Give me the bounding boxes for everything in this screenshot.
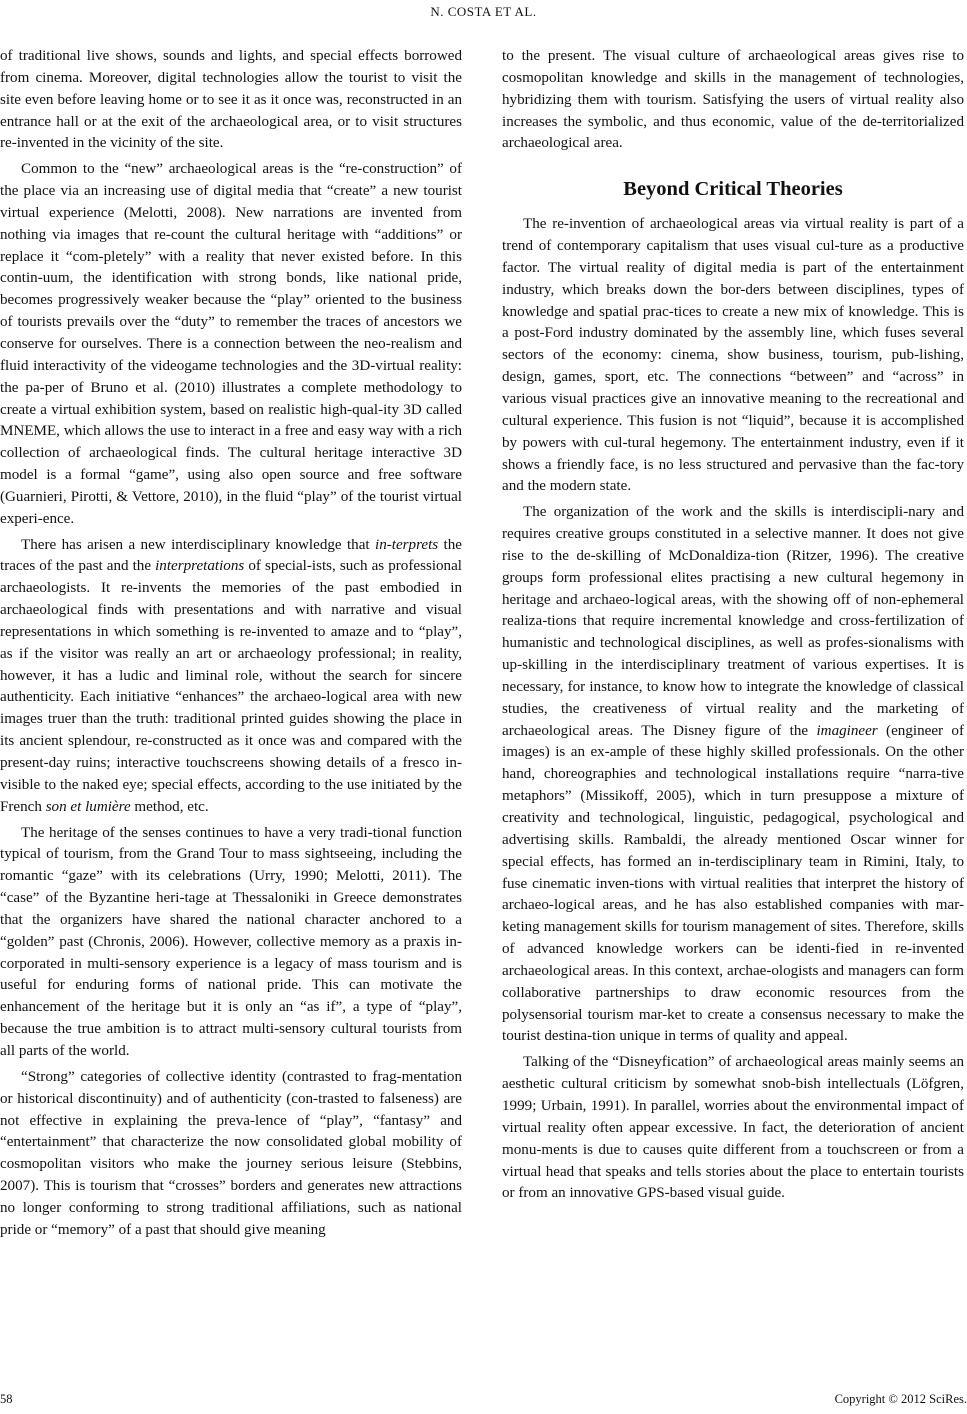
section-title: Beyond Critical Theories xyxy=(623,178,843,201)
text-run: There has arisen a new interdisciplinary knowledge that xyxy=(21,536,375,553)
paragraph xyxy=(502,502,964,1048)
page-number: 58 xyxy=(0,1392,13,1406)
right-column xyxy=(502,46,964,1205)
paragraph: The re-invention of archaeological areas via virtual reality is part of a trend of contemporary capitalism that uses visual cul-ture as a productive factor. The virtual reality of digital media is part of the entertainment industry, which breaks down the bor-ders between disciplines, types of knowledge and spatial prac-tices to create a new mix of knowledge. This is a post-Ford industry dominated by the assembly line, which fuses several sectors of the economy: cinema, show business, tourism, pub-lishing, design, games, sport, etc. The connections “between” and “across” in various visual practices give an innovative meaning to the recreational and cultural experience. This fusion is not “liquid”, because it is accomplished by powers with cul-tural hegemony. The entertainment industry, even if it shows a friendly face, is no less structured and pervasive than the fac-tory and the modern state. xyxy=(502,216,964,495)
text-run: method, etc. xyxy=(130,798,209,815)
running-header: N. COSTA ET AL. xyxy=(430,4,537,19)
italic-term: in-terprets xyxy=(375,536,439,553)
italic-term: interpretations xyxy=(155,558,245,575)
paragraph: of traditional live shows, sounds and lights, and special effects borrowed from cinema. Moreover, digital technologies allow the tourist to visit the site even before leaving home or to see it as it once was, reconstructed in an entrance hall or at the exit of the archaeological area, or to visit structures re-invented in the vicinity of the site. xyxy=(0,48,462,152)
italic-term: son et lumière xyxy=(45,798,131,815)
copyright-notice: Copyright © 2012 SciRes. xyxy=(834,1392,967,1406)
text-run: The organization of the work and the skills is interdiscipli-nary and requires creative groups constituted in a selective manner. It does not give rise to the de-skilling of McDonaldiza-tion (Ritzer, 1996). The creative groups form professional elites practising a new cultural hegemony in heritage and archaeo-logical areas, with the showing off of non-ephemeral realiza-tions that require incremental knowledge and cross-fertilization of humanistic and technological disciplines, as well as profes-sionalisms with up-skilling in the interdisciplinary treatment of various expertises. It is necessary, for instance, to know how to integrate the knowledge of classical studies, the creativeness of virtual reality and the marketing of archaeological areas. The Disney figure of the xyxy=(502,504,964,739)
paragraph xyxy=(0,535,462,819)
paragraph: Common to the “new” archaeological areas is the “re-construction” of the place via an increasing use of digital media that “create” a new tourist virtual experience (Melotti, 2008). New narrations are invented from nothing via images that re-count the cultural heritage with “additions” or replace it “com-pletely” with a reality that never existed before. In this contin-uum, the identification with strong bonds, like national pride, becomes progressively weaker because the “play” oriented to the business of tourists prevails over the “duty” to remember the traces of ancestors we conserve for ourselves. There is a connection between the neo-realism and fluid interactivity of the videogame technologies and the 3D-virtual reality: the pa-per of Bruno et al. (2010) illustrates a complete methodology to create a virtual exhibition system, based on realistic high-qual-ity 3D called MNEME, which allows the use to interact in a free and easy way with a rich collection of archaeological finds. The cultural heritage interactive 3D model is a formal “game”, using also open source and free software (Guarnieri, Pirotti, & Vettore, 2010), in the fluid “play” of the tourist virtual experi-ence. xyxy=(0,161,462,527)
italic-term: imagineer xyxy=(816,722,878,739)
paragraph: Talking of the “Disneyfication” of archaeological areas mainly seems an aesthetic cultural criticism by somewhat snob-bish intellectuals (Löfgren, 1999; Urbain, 1991). In parallel, worries about the environmental impact of virtual reality often appear excessive. In fact, the deterioration of ancient monu-ments is due to causes quite different from a touchscreen or from a virtual head that speaks and tells stories about the place to entertain tourists or from an innovative GPS-based visual guide. xyxy=(502,1054,964,1202)
paragraph: The heritage of the senses continues to have a very tradi-tional function typical of tourism, from the Grand Tour to mass sightseeing, including the romantic “gaze” with its celebrations (Urry, 1990; Melotti, 2011). The “case” of the Byzantine heri-tage at Thessaloniki in Greece demonstrates that the organizers have shared the national character anchored to a “golden” past (Chronis, 2006). However, collective memory as a praxis in-corporated in multi-sensory experience is a legacy of mass tourism and is useful for enduring forms of national pride. This can motivate the enhancement of the heritage but it is only an “as if”, a type of “play”, because the true ambition is to attract multi-sensory cultural tourists from all parts of the world. xyxy=(0,824,462,1059)
paragraph: to the present. The visual culture of archaeological areas gives rise to cosmopolitan knowledge and skills in the management of technologies, hybridizing them with tourism. Satisfying the users of virtual reality also increases the symbolic, and thus economic, value of the de-territorialized archaeological area. xyxy=(502,48,964,152)
text-run: the traces of the past and the xyxy=(0,536,462,575)
text-run: of special-ists, such as professional archaeologists. It re-invents the memories of the past embodied in archaeological finds with presentations and with narrative and visual representations in which something is re-invented to amaze and to “play”, as if the visitor was really an art or archaeology professional; in reality, however, it has a ludic and liminal role, without the search for sincere authenticity. Each initiative “enhances” the archaeo-logical area with new images truer than the truth: traditional printed guides showing the place in its ancient splendour, re-constructed as it once was and compared with the present-day ruins; interactive touchscreens showing details of a fresco in-visible to the naked eye; special effects, according to the use initiated by the French xyxy=(0,558,462,815)
text-run: (engineer of images) is an ex-ample of these highly skilled professionals. On the other hand, choreographies and technological installations require “narra-tive metaphors” (Missikoff, 2005), which in turn presuppose a mixture of creativity and technological, linguistic, pedagogical, psychological and advertising skills. Rambaldi, the already mentioned Oscar winner for special effects, has formed an in-terdisciplinary team in Rimini, Italy, to fuse cinematic inven-tions with virtual realities that interpret the history of archaeo-logical areas, and he has also established companies with mar-keting management skills for tourism management of sites. Therefore, skills of advanced knowledge workers can be identi-fied in re-invented archaeological areas. In this context, archae-ologists and managers can form collaborative partnerships to draw economic resources from the polysensorial tourism mar-ket to create a consensus necessary to make the tourist destina-tion unique in terms of quality and appeal. xyxy=(502,722,964,1045)
paragraph: “Strong” categories of collective identity (contrasted to frag-mentation or historical discontinuity) and of authenticity (con-trasted to falseness) are not effective in explaining the preva-lence of “play”, “fantasy” and “entertainment” that characterize the now consolidated global mobility of cosmopolitan visitors who make the journey serious leisure (Stebbins, 2007). This is tourism that “crosses” borders and generates new attractions no longer conforming to strong traditional affiliations, such as national pride or “memory” of a past that should give meaning xyxy=(0,1068,462,1238)
left-column xyxy=(0,46,462,1242)
